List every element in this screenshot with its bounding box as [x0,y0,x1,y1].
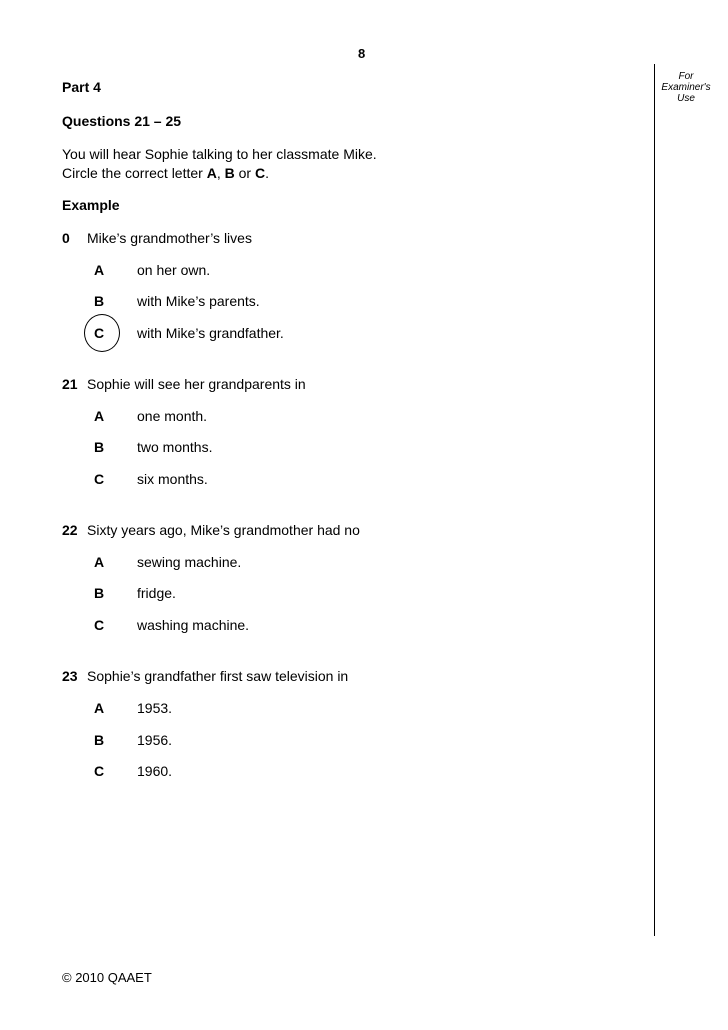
examiner-line-1: For [678,71,694,82]
instruction-letter-c: C [254,165,266,181]
q23-option-letter-c[interactable]: C [94,763,105,779]
example-option-letter-c: C [94,325,105,341]
example-option-letter-a: A [94,262,105,278]
question-number-21: 21 [62,376,78,392]
q22-option-text-b: fridge. [137,585,176,601]
q23-option-text-a: 1953. [137,700,173,716]
q23-option-text-b: 1956. [137,732,173,748]
instruction-line-1: You will hear Sophie talking to her classmate Mike. [62,146,377,162]
question-number-22: 22 [62,522,78,538]
instruction-line-2 [62,165,269,181]
instruction-end: . [265,165,269,181]
q22-option-letter-c[interactable]: C [94,617,105,633]
q22-option-text-a: sewing machine. [137,554,242,570]
instruction-letter-a: A [206,165,217,181]
q23-option-letter-b[interactable]: B [94,732,105,748]
q22-option-letter-a[interactable]: A [94,554,105,570]
q21-option-text-a: one month. [137,408,208,424]
q21-option-letter-c[interactable]: C [94,471,105,487]
q21-option-text-c: six months. [137,471,208,487]
q23-option-text-c: 1960. [137,763,173,779]
example-option-letter-b: B [94,293,105,309]
example-option-text-a: on her own. [137,262,211,278]
q21-option-letter-a[interactable]: A [94,408,105,424]
q22-option-text-c: washing machine. [137,617,250,633]
question-text-21: Sophie will see her grandparents in [87,376,306,392]
q21-option-text-b: two months. [137,439,213,455]
questions-range: Questions 21 – 25 [62,113,182,129]
example-option-text-c: with Mike’s grandfather. [137,325,284,341]
part-heading: Part 4 [62,79,101,95]
examiner-column-rule [654,64,655,936]
examiner-use-label [656,71,716,104]
q22-option-letter-b[interactable]: B [94,585,105,601]
question-text-23: Sophie’s grandfather first saw television in [87,668,349,684]
example-number: 0 [62,230,70,246]
question-text-22: Sixty years ago, Mike’s grandmother had no [87,522,360,538]
example-question-text: Mike’s grandmother’s lives [87,230,252,246]
instruction-sep-2: or [234,165,255,181]
q23-option-letter-a[interactable]: A [94,700,105,716]
copyright-footer: © 2010 QAAET [62,970,152,985]
instruction-prefix: Circle the correct letter [62,165,207,181]
q21-option-letter-b[interactable]: B [94,439,105,455]
example-option-text-b: with Mike’s parents. [137,293,260,309]
page-number: 8 [358,46,366,61]
examiner-line-2: Examiner's [661,82,711,93]
examiner-line-3: Use [677,93,695,104]
question-number-23: 23 [62,668,78,684]
instruction-sep-1: , [216,165,225,181]
example-label: Example [62,197,120,213]
instruction-letter-b: B [224,165,235,181]
